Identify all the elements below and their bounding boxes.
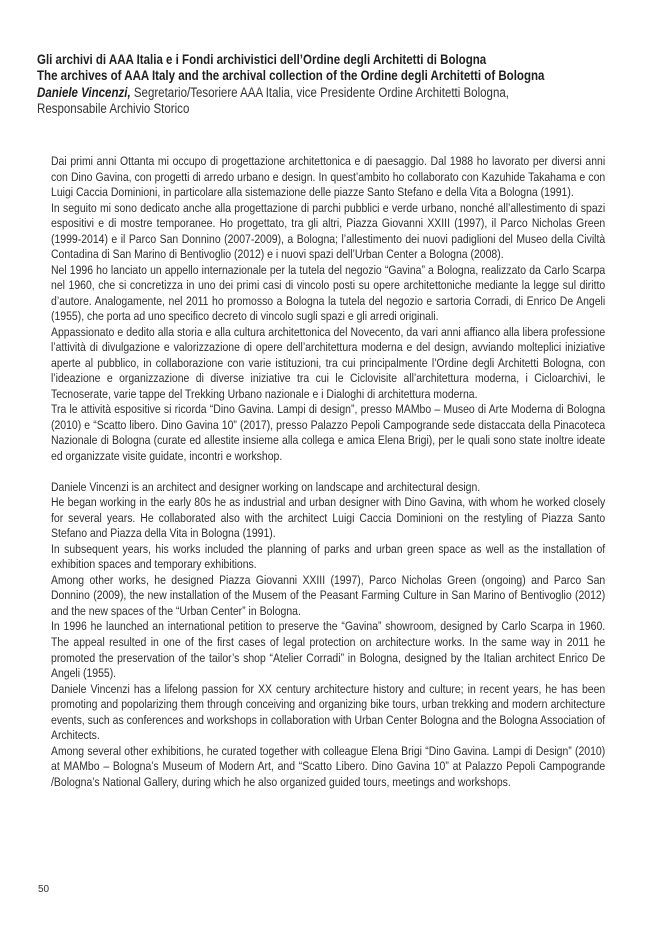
- article-header: [37, 52, 617, 118]
- title-english: The archives of AAA Italy and the archival collection of the Ordine degli Architetti of Bologna: [37, 68, 545, 84]
- title-italian: Gli archivi di AAA Italia e i Fondi archivistici dell’Ordine degli Architetti di Bologna: [37, 52, 487, 67]
- italian-paragraph: Dai primi anni Ottanta mi occupo di progettazione architettonica e di paesaggio. Dal 1988 ho lavorato per diversi anni con Dino Gavina, con progetti di arredo urbano e design. In quest’ambito ho collaborato con Kazuhide Takahama e con Luigi Caccia Dominioni, in particolare alla sistemazione delle piazze Santo Stefano e della Vita a Bologna (1991).: [51, 154, 606, 200]
- page-number: 50: [38, 884, 50, 895]
- author-name: Daniele Vincenzi,: [37, 84, 131, 100]
- author-role-continued: Responsabile Archivio Storico: [37, 101, 190, 117]
- english-paragraph: Daniele Vincenzi has a lifelong passion for XX century architecture history and culture; in recent years, he has been promoting and popolarizing them through conceiving and organizing bike tours, urban trekking and modern architecture events, such as conferences and workshops in collaboration with Urban Center Bologna and the Bologna Association of Architects.: [51, 681, 606, 743]
- italian-paragraph: Tra le attività espositive si ricorda “Dino Gavina. Lampi di design”, presso MAMbo – Museo di Arte Moderna di Bologna (2010) e “Scatto libero. Dino Gavina 10” (2017), presso Palazzo Pepoli Campogrande sede distaccata della Pinacoteca Nazionale di Bologna (curate ed allestite insieme alla collega e amica Elena Brigi), per le quali sono state inoltre ideate ed organizzate visite guidate, incontri e workshop.: [51, 402, 606, 463]
- author-line: [37, 85, 617, 101]
- english-paragraph: Among several other exhibitions, he curated together with colleague Elena Brigi “Dino Gavina. Lampi di Design” (2010) at MAMbo – Bologna’s Museum of Modern Art, and “Scatto Libero. Dino Gavina 10” at Palazzo Pepoli Campogrande /Bologna’s National Gallery, during which he also organized guided tours, meetings and workshops.: [51, 743, 606, 789]
- english-paragraph: Among other works, he designed Piazza Giovanni XXIII (1997), Parco Nicholas Green (ongoing) and Parco San Donnino (2009), the new installation of the Musem of the Peasant Farming Culture in San Marino of Bentivoglio (2012) and the new spaces of the “Urban Center” in Bologna.: [51, 572, 606, 618]
- english-paragraph: Daniele Vincenzi is an architect and designer working on landscape and architectural design.: [51, 479, 481, 494]
- italian-paragraph: Nel 1996 ho lanciato un appello internazionale per la tutela del negozio “Gavina” a Bologna, realizzato da Carlo Scarpa nel 1960, che si concretizza in uno dei primi casi di vincolo posti su opere architettoniche mediante la legge sul diritto d’autore. Analogamente, nel 2011 ho promosso a Bologna la tutela del negozio e sartoria Corradi, di Enrico De Angeli (1955), che porta ad uno specifico decreto di vincolo sugli spazi e gli arredi originali.: [51, 262, 606, 324]
- english-paragraph: He began working in the early 80s he as industrial and urban designer with Dino Gavina, with whom he worked closely for several years. He collaborated also with the architect Luigi Caccia Dominioni on the restyling of Piazza Santo Stefano and Piazza della Vita in Bologna (1991).: [51, 495, 606, 541]
- article-body: [51, 154, 605, 790]
- english-paragraph: In subsequent years, his works included the planning of parks and urban green space as well as the installation of exhibition spaces and temporary exhibitions.: [51, 541, 606, 572]
- paragraph-gap: [51, 464, 605, 480]
- english-paragraph: In 1996 he launched an international petition to preserve the “Gavina” showroom, designed by Carlo Scarpa in 1960. The appeal resulted in one of the first cases of legal protection on architecture works. In the same way in 2011 he promoted the preservation of the tailor’s shop “Atelier Corradi” in Bologna, designed by the Italian architect Enrico De Angeli (1955).: [51, 619, 606, 681]
- italian-paragraph: Appassionato e dedito alla storia e alla cultura architettonica del Novecento, da vari anni affianco alla libera professione l’attività di divulgazione e valorizzazione di opere dell’architettura moderna e del design, avviando molteplici iniziative aperte al pubblico, in collaborazione con varie istituzioni, tra cui principalmente l’Ordine degli Architetti Bologna, con l’ideazione e organizzazione di diverse iniziative tra cui le Ciclovisite all’architettura moderna, i Cicloarchivi, le Tecnoserate, varie tappe del Trekking Urbano nazionale e i Dialoghi di architettura moderna.: [51, 324, 606, 401]
- author-role: Segretario/Tesoriere AAA Italia, vice Presidente Ordine Architetti Bologna,: [130, 84, 509, 100]
- italian-paragraph: In seguito mi sono dedicato anche alla progettazione di parchi pubblici e verde urbano, nonché all’allestimento di spazi espositivi e di mostre temporanee. Ho progettato, tra gli altri, Piazza Giovanni XXIII (1997), il Parco Nicholas Green (1999-2014) e il Parco San Donnino (2007-2009), a Bologna; l’allestimento dei nuovi padiglioni del Museo della Civiltà Contadina di San Marino di Bentivoglio (2012) e i nuovi spazi dell’Urban Center a Bologna (2008).: [51, 200, 606, 262]
